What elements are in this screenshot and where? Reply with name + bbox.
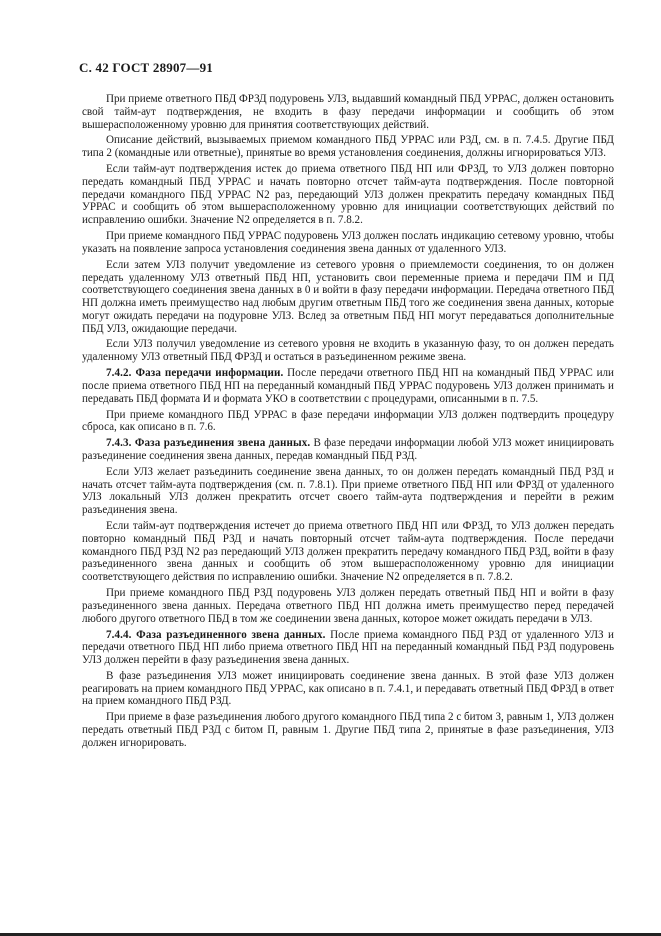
page-header: С. 42 ГОСТ 28907—91 xyxy=(79,60,213,75)
paragraph xyxy=(82,259,614,336)
paragraph-text: Если тайм-аут подтверждения истек до приема ответного ПБД НП или ФРЗД, то УЛЗ должен повторно передать командный ПБД УРРАС и начать повторно отсчет тайм-аута подтверждения. После повторной передачи командного ПБД УРРАС N2 раз, передающий УЛЗ должен прекратить передачу командных ПБД УРРАС и сообщить об этом вышерасположенному уровню для инициации соответствующих действий по исправлению ошибки. Значение N2 определяется в п. 7.8.2. xyxy=(82,163,614,227)
paragraph xyxy=(82,437,614,463)
paragraph-text: При приеме в фазе разъединения любого другого командного ПБД типа 2 с битом З, равным 1, УЛЗ должен передать ответный ПБД РЗД с битом П, равным 1. Другие ПБД типа 2, принятые в фазе разъединения, УЛЗ должен игнорировать. xyxy=(82,711,614,749)
paragraph-text: При приеме ответного ПБД ФРЗД подуровень УЛЗ, выдавший командный ПБД УРРАС, должен остановить свой тайм-аут подтверждения, не входить в фазу передачи информации и сообщить об этом вышерасположенному уровню для принятия соответствующих действий. xyxy=(82,93,614,131)
paragraph xyxy=(82,409,614,435)
paragraph-text: При приеме командного ПБД РЗД подуровень УЛЗ должен передать ответный ПБД НП и войти в фазу разъединенного звена данных. Передача ответного ПБД НП должна иметь преимущество перед передачей любого другого ответного ПБД в том же соединении звена данных, которое может ожидать передачи в УЛЗ. xyxy=(82,587,614,625)
paragraph xyxy=(82,520,614,584)
section-heading: 7.4.4. Фаза разъединенного звена данных. xyxy=(106,628,326,641)
paragraph xyxy=(82,230,614,256)
paragraph-text: После передачи ответного ПБД НП на командный ПБД УРРАС или после приема ответного ПБД НП на переданный командный ПБД УРРАС подуровень УЛЗ должен принимать и передавать ПБД формата И и формата УКО в соответствии с процедурами, описанными в п. 7.5. xyxy=(82,367,614,405)
paragraph-text: Если тайм-аут подтверждения истечет до приема ответного ПБД НП или ФРЗД, то УЛЗ должен передать повторно командный ПБД РЗД и начать повторный отсчет тайм-аута подтверждения. После передачи командного ПБД РЗД N2 раз передающий УЛЗ должен прекратить передачу командного ПБД РЗД, войти в фазу разъединенного звена данных и сообщить об этом вышерасположенному уровню для инициации соответствующего действия по исправлению ошибки. Значение N2 определяется в п. 7.8.2. xyxy=(82,520,614,584)
body-text xyxy=(82,93,614,753)
paragraph-text: В фазе передачи информации любой УЛЗ может инициировать разъединение соединения звена данных, передав командный ПБД РЗД. xyxy=(82,437,614,462)
paragraph-text: Если затем УЛЗ получит уведомление из сетевого уровня о приемлемости соединения, то он должен передать удаленному УЛЗ ответный ПБД НП, установить свои переменные приема и передачи ПМ и ПД соответствующего соединения звена данных в 0 и войти в фазу передачи информации. Передача ответного ПБД НП должна иметь преимущество над любым другим ответным ПБД того же соединения звена данных, которые могут ожидать передачи на подуровне УЛЗ. Вслед за ответным ПБД НП могут передаваться дополнительные ПБД УЛЗ, ожидающие передачи. xyxy=(82,258,614,335)
paragraph xyxy=(82,711,614,749)
paragraph-text: В фазе разъединения УЛЗ может инициировать соединение звена данных. В этой фазе УЛЗ должен реагировать на прием командного ПБД УРРАС, как описано в п. 7.4.1, и передавать ответный ПБД ФРЗД в ответ на прием командного ПБД РЗД. xyxy=(82,669,614,708)
paragraph xyxy=(82,670,614,708)
paragraph-text: Если УЛЗ получил уведомление из сетевого уровня не входить в указанную фазу, то он должен передать удаленному УЛЗ ответный ПБД ФРЗД и остаться в разъединенном режиме звена. xyxy=(82,338,614,364)
section-heading: 7.4.2. Фаза передачи информации. xyxy=(106,367,284,380)
paragraph xyxy=(82,338,614,364)
paragraph xyxy=(82,163,614,227)
paragraph xyxy=(82,367,614,405)
paragraph-text: Описание действий, вызываемых приемом командного ПБД УРРАС или РЗД, см. в п. 7.4.5. Другие ПБД типа 2 (командные или ответные), принятые во время установления соединения, должны игнорироваться УЛЗ. xyxy=(82,134,614,160)
paragraph xyxy=(82,587,614,625)
paragraph-text: При приеме командного ПБД УРРАС подуровень УЛЗ должен послать индикацию сетевому уровню, чтобы указать на появление запроса установления соединения звена данных от удаленного УЛЗ. xyxy=(82,230,614,255)
paragraph xyxy=(82,134,614,160)
paragraph xyxy=(82,466,614,517)
paragraph-text: После приема командного ПБД РЗД от удаленного УЛЗ и передачи ответного ПБД НП либо приема ответного ПБД НП на переданный командный ПБД РЗД подуровень УЛЗ должен перейти в фазу разъединения звена данных. xyxy=(82,628,614,666)
section-heading: 7.4.3. Фаза разъединения звена данных. xyxy=(106,437,311,450)
paragraph xyxy=(82,93,614,131)
paragraph-text: При приеме командного ПБД УРРАС в фазе передачи информации УЛЗ должен подтвердить процедуру сброса, как описано в п. 7.6. xyxy=(82,408,614,434)
paragraph xyxy=(82,629,614,667)
paragraph-text: Если УЛЗ желает разъединить соединение звена данных, то он должен передать командный ПБД РЗД и начать отсчет тайм-аута подтверждения (см. п. 7.8.1). При приеме ответного ПБД НП или ФРЗД от удаленного УЛЗ локальный УЛЗ должен прекратить отсчет своего тайм-аута подтверждения и перейти в режим разъединения звена. xyxy=(82,465,614,517)
